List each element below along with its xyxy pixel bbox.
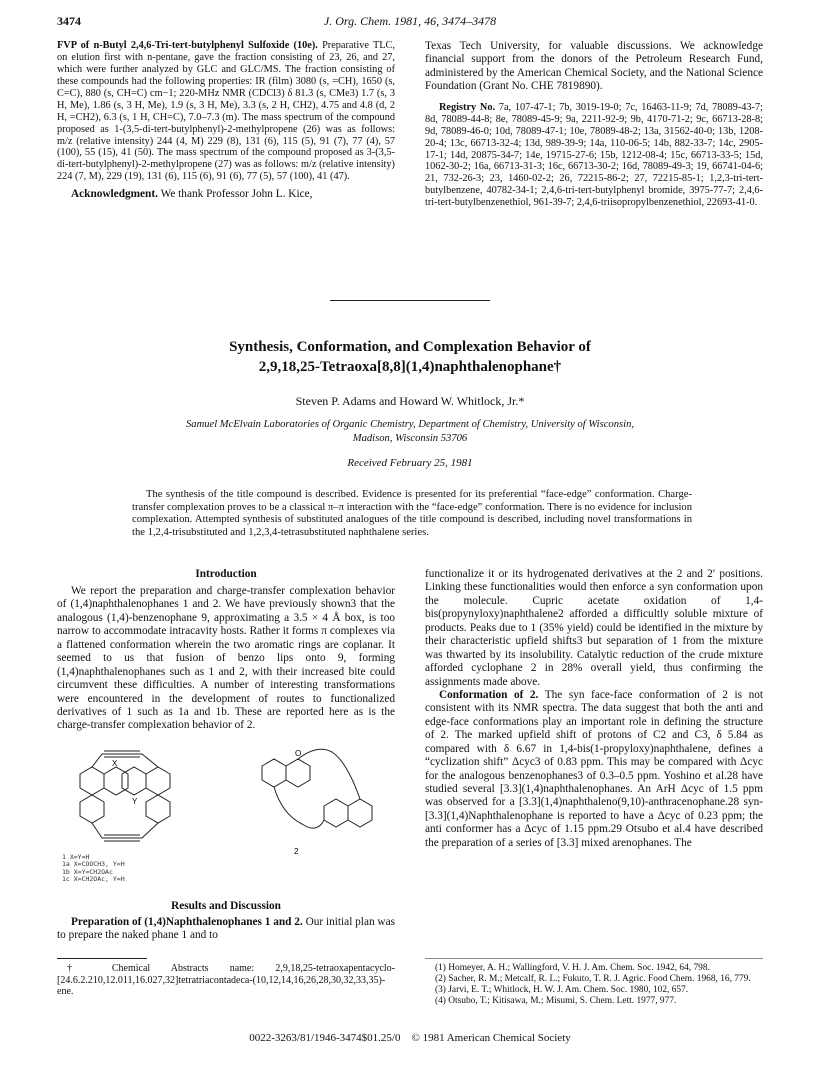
reference-4: (4) Otsubo, T.; Kitisawa, M.; Misumi, S. Chem. Lett. 1977, 977. (435, 996, 677, 1006)
footnote-rule (57, 958, 147, 959)
right-column (425, 568, 763, 850)
reference-1: (1) Homeyer, A. H.; Wallingford, V. H. J. Am. Chem. Soc. 1942, 64, 798. (435, 963, 710, 973)
page-footer (0, 1032, 820, 1044)
affiliation (57, 418, 763, 445)
fvp-body: Preparative TLC, on elution first with n-pentane, gave the fraction consisting of 23, 26, and 27, which were further analyzed by GLC and GLC/MS. The fraction consisting of these compounds had the following properties: IR (film) 3080 (s, =CH), 1650 (s, C=C), 880 (s, CH=C) cm−1; 220-MHz NMR (CDCl3) δ 81.3 (s, CMe3) 1.7 (s, 3 H, Me), 1.86 (s, 3 H, Me), 1.9 (s, 3 H, Me), 3.3 (s, 2 H, CH2), 4.75 and 4.8 (d, 2 H, =CH2), 6.3 (s, 1 H, CH=C), 7.0–7.3 (m). The mass spectrum of the compound proposed as 1-(3,5-di-tert-butylphenyl)-2-methylpropene (26) was as follows: m/z (relative intensity) 244 (4, M) 229 (8), 131 (6), 115 (5), 91 (7), 77 (4), 57 (100), 55 (15), 41 (50). The mass spectrum of the compound proposed as 3-(3,5-di-tert-butylphenyl)-2-methylpropene (27) was as follows: m/z (relative intensity) 224 (7, M), 229 (19), 131 (6), 115 (6), 91 (6), 77 (5), 57 (100), 41 (47). (57, 40, 395, 183)
struct-label-1a: 1a X=COOCH3, Y=H (62, 860, 125, 869)
struct2-label: 2 (294, 847, 299, 856)
struct2-atom-o: O (295, 749, 302, 758)
references-rule (425, 958, 763, 959)
ack-title: Acknowledgment. (71, 188, 158, 201)
references (425, 963, 763, 1007)
ack-body: We thank Professor John L. Kice, (160, 188, 313, 201)
top-left-column (57, 40, 395, 202)
registry-title: Registry No. (439, 101, 496, 113)
reference-2: (2) Sacher, R. M.; Metcalf, R. L.; Fukuto, T. R. J. Agric. Food Chem. 1968, 16, 779. (435, 974, 751, 984)
struct-atom-y: Y (132, 797, 138, 806)
results-section (57, 900, 395, 943)
struct-label-1b: 1b X=Y=CH2OAc (62, 867, 113, 876)
affiliation-line1: Samuel McElvain Laboratories of Organic Chemistry, Department of Chemistry, University of Wisconsin, (185, 419, 635, 430)
struct-atom-x: X (112, 759, 118, 768)
affiliation-line2: Madison, Wisconsin 53706 (352, 432, 468, 444)
prep-title: Preparation of (1,4)Naphthalenophanes 1 and 2. (71, 916, 303, 928)
section-divider (330, 300, 490, 301)
article-title (57, 338, 763, 377)
top-right-column (425, 40, 763, 209)
intro-heading: Introduction (195, 568, 257, 580)
footer-copyright: © 1981 American Chemical Society (411, 1032, 571, 1044)
reference-3: (3) Jarvi, E. T.; Whitlock, H. W. J. Am. Chem. Soc. 1980, 102, 657. (435, 985, 689, 995)
prep-body: Our initial plan was to prepare the naked phane 1 and to (57, 916, 396, 942)
article-title-line2: 2,9,18,25-Tetraoxa[8,8](1,4)naphthalenophane† (258, 358, 562, 375)
struct-label-1c: 1c X=CH2OAc, Y=H (62, 875, 125, 884)
footer-code: 0022-3263/81/1946-3474$01.25/0 (249, 1032, 401, 1044)
conformation-body: The syn face-face conformation of 2 is not consistent with its NMR spectra. The data suggest that both the anti and edge-face conformations play an important role in defining the structure of 2. The marked upfield shift of protons of C2 and C3, δ 5.84 as compared with δ 6.67 in 1,4-bis(1-propyloxy)naphthalene, defines a “cyclization shift” Δcyc3 of 0.83 ppm. This may be compared with Δcyc for the analogous benzenophanes3 of 0.3–0.5 ppm. Yoshino et al.28 have studied several [3.3](1,4)naphthalenophanes. An ArH Δcyc of 1.5 ppm was observed for a [3.3](1,4)naphthaleno(9,10)-anthracenophane.28 syn-[3.3](1,4)Naphthalenophane is reported to have a Δcyc of 0.23 ppm; the anti conformer has a Δcyc of 1.15 ppm.29 Otsubo et al.4 have described the preparation of a series of [3.3] mixed arenophanes. The (425, 688, 764, 849)
results-heading: Results and Discussion (171, 900, 281, 912)
journal-header: J. Org. Chem. 1981, 46, 3474–3478 (323, 14, 497, 28)
article-title-line1: Synthesis, Conformation, and Complexation Behavior of (229, 339, 591, 355)
ack-continuation: Texas Tech University, for valuable discussions. We acknowledge financial support from the donors of the Petroleum Research Fund, administered by the American Chemical Society, and the National Science Foundation (Grant No. CHE 7819890). (425, 40, 763, 93)
structure-figure (62, 744, 392, 856)
right-paragraph-1: functionalize it or its hydrogenated derivatives at the 2 and 2′ positions. Linking these functionalities would then enforce a syn conformation upon the molecule. Cupric acetate oxidation of 1,4-bis(propynyloxy)naphthalene2 afforded a difficultly soluble mixture of products. Peaks due to 1 (35% yield) could be identified in the mixture by their characteristic upfield shifts3 but separation of 1 from the mixture was thwarted by its insolubility. Catalytic reduction of the crude mixture afforded cyclophane 2 in 28% overall yield, thus confirming the assignments made above. (425, 568, 763, 688)
intro-paragraph: We report the preparation and charge-transfer complexation behavior of (1,4)naphthalenophanes 1 and 2. We have previously shown3 that the analogous (1,4)-benzenophane 9, approximating a 3.5 × 4 Å box, is too narrow to accommodate intracavity hosts. Rather it forms π complexes via a flattened conformation wherein the two aromatic rings are coplanar. It seemed to us that fusion of benzo lips onto 9, forming (1,4)naphthalenophanes such as 1 and 2, with their increased bite could circumvent these difficulties. A number of interesting transformations were encountered in the development of routes to functionalized derivatives of 1 such as 1a and 1b. These are reported here as is the charge-transfer complexation behavior of 2. (57, 585, 395, 732)
abstract: The synthesis of the title compound is described. Evidence is presented for its preferential “face-edge” conformation. Charge-transfer complexation proves to be a classical π–π interaction with the “face-edge” conformation. There is no evidence for inclusion complexation. Attempted synthesis of substituted analogues of the title compound is described, including novel transformations in the 1,2,4-trisubstituted and 1,2,3,4-tetrasubstituted naphthalene series. (132, 489, 692, 539)
naphthalenophane-1-drawing (80, 751, 170, 841)
registry-body: 7a, 107-47-1; 7b, 3019-19-0; 7c, 16463-11-9; 7d, 78089-43-7; 8d, 78089-44-8; 8e, 78089-45-9; 9a, 2211-92-9; 9b, 4170-71-2; 9c, 66713-28-8; 9d, 78089-46-0; 10d, 78089-47-1; 10e, 78089-48-2; 13a, 31562-40-0; 13b, 1208-20-4; 13c, 66713-32-4; 13d, 989-39-9; 14a, 110-06-5; 14b, 882-33-7; 14c, 2905-17-1; 14d, 20875-34-7; 14e, 19715-27-6; 15b, 1212-08-4; 15c, 66713-33-5; 15d, 1062-30-2; 16a, 66713-31-3; 16c, 66713-30-2; 16d, 78089-49-3; 19, 66741-04-6; 21, 732-26-3; 23, 1460-02-2; 26, 72215-86-2; 27, 72215-85-1; 1,2,3-tri-tert-butylbenzene, 40782-34-1; 2,4,6-tri-tert-butylphenyl bromide, 3975-77-7; 2,4,6-tri-tert-butylbenzenethiol, 961-39-7; 2,4,6-triisopropylbenzenethiol, 22693-41-0. (425, 101, 763, 209)
received-date: Received February 25, 1981 (347, 457, 473, 469)
conformation-title: Conformation of 2. (439, 688, 539, 701)
left-column (57, 568, 395, 733)
fvp-title: FVP of n-Butyl 2,4,6-Tri-tert-butylphenyl Sulfoxide (10e). (57, 40, 318, 51)
footnote: † Chemical Abstracts name: 2,9,18,25-tetraoxapentacyclo-[24.6.2.210,12.011,16.027,32]tetratriacontadeca-(10,12,14,16,26,28,30,32,33,35)-ene. (57, 963, 395, 998)
struct-label-1: 1 X=Y=H (62, 853, 90, 861)
naphthalenophane-2-drawing (262, 749, 372, 828)
authors: Steven P. Adams and Howard W. Whitlock, Jr.* (295, 394, 525, 408)
structure-labels (62, 854, 125, 884)
page-number: 3474 (57, 14, 81, 28)
